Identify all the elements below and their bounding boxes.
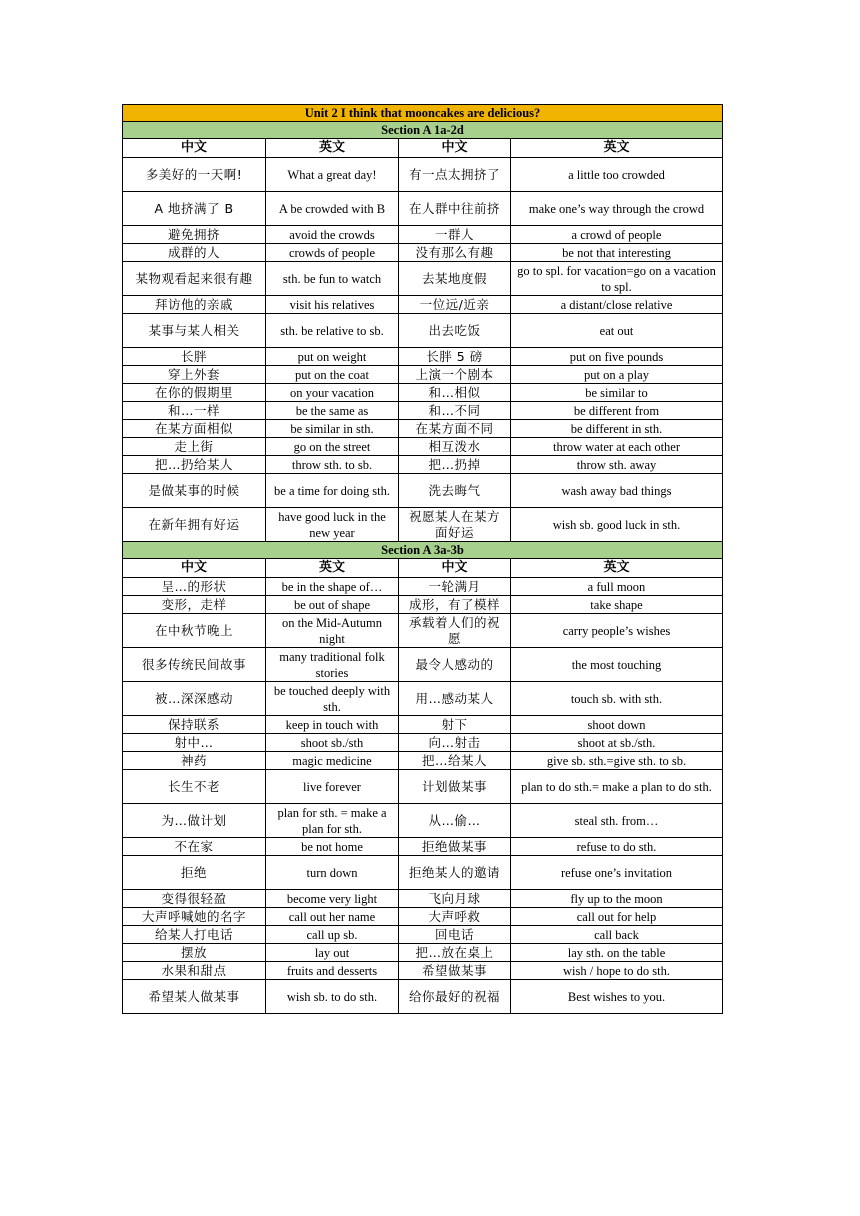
table-row xyxy=(123,838,723,856)
chinese-cell: 很多传统民间故事 xyxy=(123,648,266,682)
english-cell: become very light xyxy=(266,890,399,908)
chinese-cell: 希望某人做某事 xyxy=(123,980,266,1014)
english-cell: carry people’s wishes xyxy=(511,614,723,648)
column-header-row xyxy=(123,559,723,578)
chinese-cell: 有一点太拥挤了 xyxy=(399,158,511,192)
table-row xyxy=(123,682,723,716)
chinese-cell: 射下 xyxy=(399,716,511,734)
english-cell: a crowd of people xyxy=(511,226,723,244)
chinese-cell: 相互泼水 xyxy=(399,438,511,456)
chinese-cell: 和…一样 xyxy=(123,402,266,420)
table-row xyxy=(123,614,723,648)
english-cell: the most touching xyxy=(511,648,723,682)
chinese-cell: 神药 xyxy=(123,752,266,770)
table-title: Unit 2 I think that mooncakes are delicious? xyxy=(123,105,723,122)
english-cell: give sb. sth.=give sth. to sb. xyxy=(511,752,723,770)
table-row xyxy=(123,770,723,804)
english-cell: sth. be relative to sb. xyxy=(266,314,399,348)
english-cell: put on a play xyxy=(511,366,723,384)
chinese-cell: 和…不同 xyxy=(399,402,511,420)
column-header: 中文 xyxy=(399,139,511,158)
english-cell: shoot at sb./sth. xyxy=(511,734,723,752)
table-row xyxy=(123,226,723,244)
table-row xyxy=(123,980,723,1014)
table-row xyxy=(123,262,723,296)
chinese-cell: 保持联系 xyxy=(123,716,266,734)
chinese-cell: 从…偷… xyxy=(399,804,511,838)
section-title: Section A 1a-2d xyxy=(123,122,723,139)
chinese-cell: 被…深深感动 xyxy=(123,682,266,716)
chinese-cell: 用…感动某人 xyxy=(399,682,511,716)
section-header-row xyxy=(123,542,723,559)
english-cell: refuse one’s invitation xyxy=(511,856,723,890)
table-row xyxy=(123,890,723,908)
chinese-cell: 给你最好的祝福 xyxy=(399,980,511,1014)
section-header-row xyxy=(123,122,723,139)
chinese-cell: 计划做某事 xyxy=(399,770,511,804)
chinese-cell: 出去吃饭 xyxy=(399,314,511,348)
english-cell: be out of shape xyxy=(266,596,399,614)
english-cell: call out for help xyxy=(511,908,723,926)
chinese-cell: 是做某事的时候 xyxy=(123,474,266,508)
chinese-cell: 长胖 5 磅 xyxy=(399,348,511,366)
english-cell: go on the street xyxy=(266,438,399,456)
table-row xyxy=(123,648,723,682)
table-row xyxy=(123,804,723,838)
chinese-cell: 飞向月球 xyxy=(399,890,511,908)
chinese-cell: 避免拥挤 xyxy=(123,226,266,244)
chinese-cell: 最令人感动的 xyxy=(399,648,511,682)
table-row xyxy=(123,734,723,752)
chinese-cell: 承载着人们的祝愿 xyxy=(399,614,511,648)
table-row xyxy=(123,244,723,262)
column-header-row xyxy=(123,139,723,158)
table-row xyxy=(123,752,723,770)
chinese-cell: 多美好的一天啊! xyxy=(123,158,266,192)
english-cell: wash away bad things xyxy=(511,474,723,508)
chinese-cell: 把…放在桌上 xyxy=(399,944,511,962)
chinese-cell: 拒绝做某事 xyxy=(399,838,511,856)
chinese-cell: 不在家 xyxy=(123,838,266,856)
english-cell: steal sth. from… xyxy=(511,804,723,838)
chinese-cell: 变形，走样 xyxy=(123,596,266,614)
english-cell: refuse to do sth. xyxy=(511,838,723,856)
english-cell: call out her name xyxy=(266,908,399,926)
english-cell: a little too crowded xyxy=(511,158,723,192)
english-cell: on the Mid-Autumn night xyxy=(266,614,399,648)
column-header: 中文 xyxy=(123,559,266,578)
chinese-cell: 希望做某事 xyxy=(399,962,511,980)
english-cell: throw sth. to sb. xyxy=(266,456,399,474)
english-cell: throw water at each other xyxy=(511,438,723,456)
english-cell: visit his relatives xyxy=(266,296,399,314)
chinese-cell: 没有那么有趣 xyxy=(399,244,511,262)
column-header: 英文 xyxy=(266,139,399,158)
chinese-cell: 呈…的形状 xyxy=(123,578,266,596)
english-cell: plan for sth. = make a plan for sth. xyxy=(266,804,399,838)
chinese-cell: 把…扔掉 xyxy=(399,456,511,474)
english-cell: throw sth. away xyxy=(511,456,723,474)
english-cell: plan to do sth.= make a plan to do sth. xyxy=(511,770,723,804)
table-row xyxy=(123,348,723,366)
chinese-cell: 回电话 xyxy=(399,926,511,944)
column-header: 中文 xyxy=(123,139,266,158)
english-cell: take shape xyxy=(511,596,723,614)
table-row xyxy=(123,420,723,438)
column-header: 英文 xyxy=(511,139,723,158)
english-cell: fly up to the moon xyxy=(511,890,723,908)
english-cell: put on the coat xyxy=(266,366,399,384)
table-row xyxy=(123,314,723,348)
vocabulary-table xyxy=(122,104,723,1014)
table-row xyxy=(123,402,723,420)
section-title: Section A 3a-3b xyxy=(123,542,723,559)
chinese-cell: 和…相似 xyxy=(399,384,511,402)
chinese-cell: 变得很轻盈 xyxy=(123,890,266,908)
chinese-cell: 成形，有了模样 xyxy=(399,596,511,614)
chinese-cell: 一轮满月 xyxy=(399,578,511,596)
table-row xyxy=(123,366,723,384)
table-row xyxy=(123,296,723,314)
chinese-cell: 走上街 xyxy=(123,438,266,456)
english-cell: be not that interesting xyxy=(511,244,723,262)
table-row xyxy=(123,716,723,734)
english-cell: fruits and desserts xyxy=(266,962,399,980)
english-cell: be a time for doing sth. xyxy=(266,474,399,508)
table-row xyxy=(123,578,723,596)
table-row xyxy=(123,456,723,474)
english-cell: be the same as xyxy=(266,402,399,420)
english-cell: wish sb. to do sth. xyxy=(266,980,399,1014)
english-cell: wish / hope to do sth. xyxy=(511,962,723,980)
chinese-cell: 在人群中往前挤 xyxy=(399,192,511,226)
table-row xyxy=(123,192,723,226)
chinese-cell: 摆放 xyxy=(123,944,266,962)
chinese-cell: 去某地度假 xyxy=(399,262,511,296)
chinese-cell: 给某人打电话 xyxy=(123,926,266,944)
table-row xyxy=(123,508,723,542)
table-row xyxy=(123,944,723,962)
chinese-cell: 为…做计划 xyxy=(123,804,266,838)
table-row xyxy=(123,384,723,402)
column-header: 中文 xyxy=(399,559,511,578)
table-row xyxy=(123,856,723,890)
chinese-cell: 某物观看起来很有趣 xyxy=(123,262,266,296)
chinese-cell: 拒绝某人的邀请 xyxy=(399,856,511,890)
english-cell: lay out xyxy=(266,944,399,962)
chinese-cell: 把…给某人 xyxy=(399,752,511,770)
chinese-cell: 向…射击 xyxy=(399,734,511,752)
english-cell: be in the shape of… xyxy=(266,578,399,596)
english-cell: A be crowded with B xyxy=(266,192,399,226)
english-cell: What a great day! xyxy=(266,158,399,192)
chinese-cell: 在你的假期里 xyxy=(123,384,266,402)
english-cell: live forever xyxy=(266,770,399,804)
chinese-cell: 拜访他的亲戚 xyxy=(123,296,266,314)
chinese-cell: 上演一个剧本 xyxy=(399,366,511,384)
chinese-cell: 在中秋节晚上 xyxy=(123,614,266,648)
english-cell: call up sb. xyxy=(266,926,399,944)
table-row xyxy=(123,596,723,614)
chinese-cell: 在新年拥有好运 xyxy=(123,508,266,542)
chinese-cell: 长胖 xyxy=(123,348,266,366)
english-cell: make one’s way through the crowd xyxy=(511,192,723,226)
english-cell: put on five pounds xyxy=(511,348,723,366)
english-cell: on your vacation xyxy=(266,384,399,402)
vocabulary-table-body xyxy=(123,105,723,1014)
english-cell: Best wishes to you. xyxy=(511,980,723,1014)
english-cell: be similar to xyxy=(511,384,723,402)
chinese-cell: A 地挤满了 B xyxy=(123,192,266,226)
english-cell: be not home xyxy=(266,838,399,856)
chinese-cell: 水果和甜点 xyxy=(123,962,266,980)
english-cell: be similar in sth. xyxy=(266,420,399,438)
chinese-cell: 长生不老 xyxy=(123,770,266,804)
english-cell: sth. be fun to watch xyxy=(266,262,399,296)
chinese-cell: 一位远/近亲 xyxy=(399,296,511,314)
chinese-cell: 把…扔给某人 xyxy=(123,456,266,474)
english-cell: turn down xyxy=(266,856,399,890)
english-cell: shoot down xyxy=(511,716,723,734)
english-cell: shoot sb./sth xyxy=(266,734,399,752)
table-row xyxy=(123,438,723,456)
chinese-cell: 穿上外套 xyxy=(123,366,266,384)
english-cell: a full moon xyxy=(511,578,723,596)
english-cell: wish sb. good luck in sth. xyxy=(511,508,723,542)
english-cell: have good luck in the new year xyxy=(266,508,399,542)
chinese-cell: 成群的人 xyxy=(123,244,266,262)
english-cell: avoid the crowds xyxy=(266,226,399,244)
english-cell: keep in touch with xyxy=(266,716,399,734)
english-cell: be touched deeply with sth. xyxy=(266,682,399,716)
table-row xyxy=(123,926,723,944)
english-cell: be different from xyxy=(511,402,723,420)
english-cell: call back xyxy=(511,926,723,944)
column-header: 英文 xyxy=(266,559,399,578)
english-cell: put on weight xyxy=(266,348,399,366)
chinese-cell: 大声呼喊她的名字 xyxy=(123,908,266,926)
chinese-cell: 大声呼救 xyxy=(399,908,511,926)
english-cell: crowds of people xyxy=(266,244,399,262)
chinese-cell: 洗去晦气 xyxy=(399,474,511,508)
column-header: 英文 xyxy=(511,559,723,578)
chinese-cell: 射中… xyxy=(123,734,266,752)
chinese-cell: 在某方面相似 xyxy=(123,420,266,438)
chinese-cell: 一群人 xyxy=(399,226,511,244)
table-row xyxy=(123,962,723,980)
english-cell: lay sth. on the table xyxy=(511,944,723,962)
table-row xyxy=(123,158,723,192)
chinese-cell: 某事与某人相关 xyxy=(123,314,266,348)
english-cell: touch sb. with sth. xyxy=(511,682,723,716)
chinese-cell: 祝愿某人在某方面好运 xyxy=(399,508,511,542)
english-cell: magic medicine xyxy=(266,752,399,770)
table-row xyxy=(123,474,723,508)
english-cell: go to spl. for vacation=go on a vacation to spl. xyxy=(511,262,723,296)
english-cell: a distant/close relative xyxy=(511,296,723,314)
english-cell: be different in sth. xyxy=(511,420,723,438)
chinese-cell: 在某方面不同 xyxy=(399,420,511,438)
chinese-cell: 拒绝 xyxy=(123,856,266,890)
english-cell: many traditional folk stories xyxy=(266,648,399,682)
english-cell: eat out xyxy=(511,314,723,348)
table-row xyxy=(123,908,723,926)
